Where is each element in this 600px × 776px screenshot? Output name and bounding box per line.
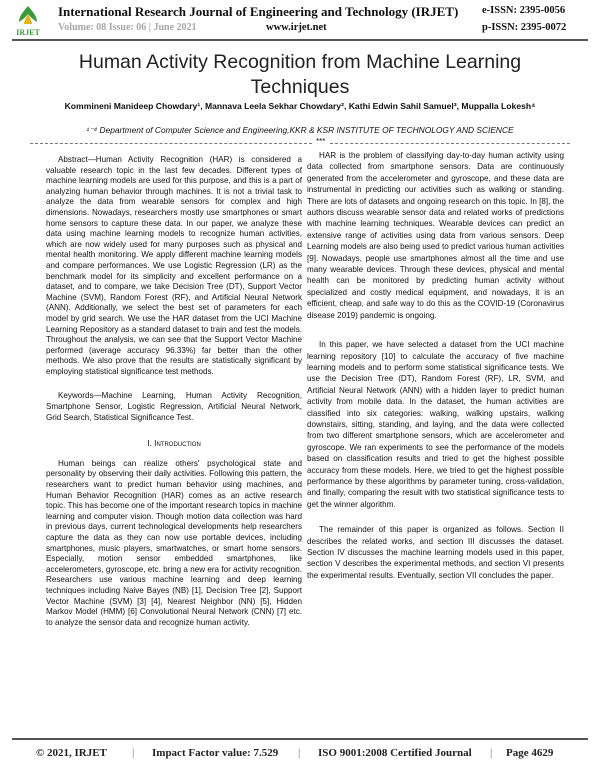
footer-rule <box>12 738 588 740</box>
journal-header <box>0 0 600 40</box>
section-number: I. <box>147 438 152 449</box>
introduction-paragraph: Human beings can realize others' psychological state and personality by observing their daily activities. Following this pattern, the researchers want to predict human behavior using machines, and Human Behavior Recognition (HAR) comes as an active research topic. This has become one of the important research topics in machine learning and computer vision. Though motion data collection was hard in previous days, current technological developments help researchers capture the data as they can now use portable devices, including smartphones, music players, smartwatches, or smart home sensors. Especially, motion sensor embedded smartphones, like accelerometers, gyroscope, etc. bring a new era for activity recognition. Researchers use various machine learning and deep learning techniques including Naive Bayes (NB) [1], Decision Tree [2], Support Vector Machine (SVM) [3] [4], Nearest Neighbor (NN) [5], Hidden Markov Model (HMM) [6] Convolutional Neural Network (CNN) [7] etc. to analyze the sensor data and recognize human activity. <box>46 458 302 627</box>
header-rule <box>12 39 588 41</box>
irjet-logo <box>13 4 43 38</box>
separator-stars: *** <box>316 137 326 146</box>
abstract: Abstract—Human Activity Recognition (HAR) is considered a valuable research topic in the last few decades. Different types of machine learning models are used for this purpose, and this is a part of analyzing human behavior through machines. It is not a trivial task to analyze the data from wearable sensors for complex and high dimensions. Nowadays, researchers mostly use smartphones or smart home sensors to capture these data. In our paper, we analyze these data using machine learning models to recognize human activities, which are now widely used for many purposes such as physical and mental health monitoring. We apply different machine learning models and compare performances. We use Logistic Regression (LR) as the benchmark model for its simplicity and excellent performance on a dataset, and to compare, we take Decision Tree (DT), Support Vector Machine (SVM), Random Forest (RF), and Artificial Neural Network (ANN). Additionally, we select the best set of parameters for each model by grid search. We use the HAR dataset from the UCI Machine Learning Repository as a standard dataset to train and test the models. Throughout the analysis, we can see that the Support Vector Machine performed (average accuracy 96.33%) far better than the other methods. We also prove that the results are statistically significant by employing statistical significance test methods. <box>46 155 302 376</box>
paper-affiliation: ¹⁻⁴ Department of Computer Science and Engineering,KKR & KSR INSTITUTE OF TECHNOLOGY AND SCIENCE <box>86 125 514 135</box>
footer-divider: | <box>490 747 493 759</box>
logo-text: IRJET <box>16 28 40 37</box>
keywords: Keywords—Machine Learning, Human Activity Recognition, Smartphone Sensor, Logistic Regression, Artificial Neural Network, Grid Search, Statistical Significance Test. <box>46 391 302 422</box>
paper-title: Human Activity Recognition from Machine Learning Techniques <box>78 51 522 98</box>
footer-impact-factor: Impact Factor value: 7.529 <box>152 747 279 759</box>
e-issn: e-ISSN: 2395-0056 <box>482 5 566 16</box>
section-separator <box>30 138 570 148</box>
footer-divider: | <box>132 747 135 759</box>
footer-divider: | <box>298 747 301 759</box>
right-column <box>307 150 564 581</box>
paragraph-this-paper: In this paper, we have selected a dataset from the UCI machine learning repository [10] to calculate the accuracy of five machine learning models and to perform some statistical significance tests. We use the Decision Tree (DT), Random Forest (RF), LR, SVM, and Artificial Neural Network (ANN) with a hidden layer to predict human activity from mobile data. In the dataset, the human activities are classified into six categories: walking, walking upstairs, walking downstairs, sitting, standing, and laying, and the data were collected from two different smartphone sensors, which are accelerometer and gyroscope. We ran experiments to see the performance of the models based on classification results and tried to get the highest possible accuracy from these models. Here, we tried to get the highest possible performance by these algorithms by parameter tuning, cross-validation, and finally, comparing the result with two statistical significance tests to get the winner algorithm. <box>307 340 564 509</box>
journal-website[interactable]: www.irjet.net <box>266 22 327 33</box>
footer-page-number: Page 4629 <box>506 747 554 759</box>
journal-name: International Research Journal of Engineering and Technology (IRJET) <box>58 4 459 19</box>
p-issn: p-ISSN: 2395-0072 <box>482 22 567 33</box>
footer-copyright: © 2021, IRJET <box>36 747 107 759</box>
volume-issue: Volume: 08 Issue: 06 | June 2021 <box>58 22 197 33</box>
footer-iso: ISO 9001:2008 Certified Journal <box>318 747 472 759</box>
section-title: Introduction <box>154 438 201 449</box>
journal-footer <box>0 747 600 763</box>
left-column <box>46 150 302 628</box>
paragraph-organization: The remainder of this paper is organized as follows. Section II describes the related works, and section III discusses the dataset. Section IV discusses the machine learning models used in this paper, section V describes the experimental methods, and section VI presents the experimental results. Eventually, section VII concludes the paper. <box>307 525 564 580</box>
paper-authors: Kommineni Manideep Chowdary¹, Mannava Leela Sekhar Chowdary², Kathi Edwin Sahil Samuel³, Muppalla Lokesh⁴ <box>64 101 536 111</box>
paragraph-har-problem: HAR is the problem of classifying day-to-day human activity using data collected from smartphone sensors. Data are continuously generated from the accelerometer and gyroscope, and these data are instrumental in predicting our activities such as walking or standing. There are lots of datasets and ongoing research on this topic. In [8], the authors discuss wearable sensor data and related works of predictions with machine learning techniques. Wearable devices can predict an extensive range of activities using data from various sensors. Deep Learning models are also being used to predict various human activities [9]. Nowadays, people use smartphones almost all the time and use many wearable devices. Through these devices, physical and mental health can be monitored by predicting human activity without specialized and costly medical equipment, and nowadays, it is an efficient, cheap, and safe way to do this as the COVID-19 (Coronavirus disease 2019) pandemic is ongoing. <box>307 151 564 320</box>
section-heading-introduction <box>46 438 302 449</box>
